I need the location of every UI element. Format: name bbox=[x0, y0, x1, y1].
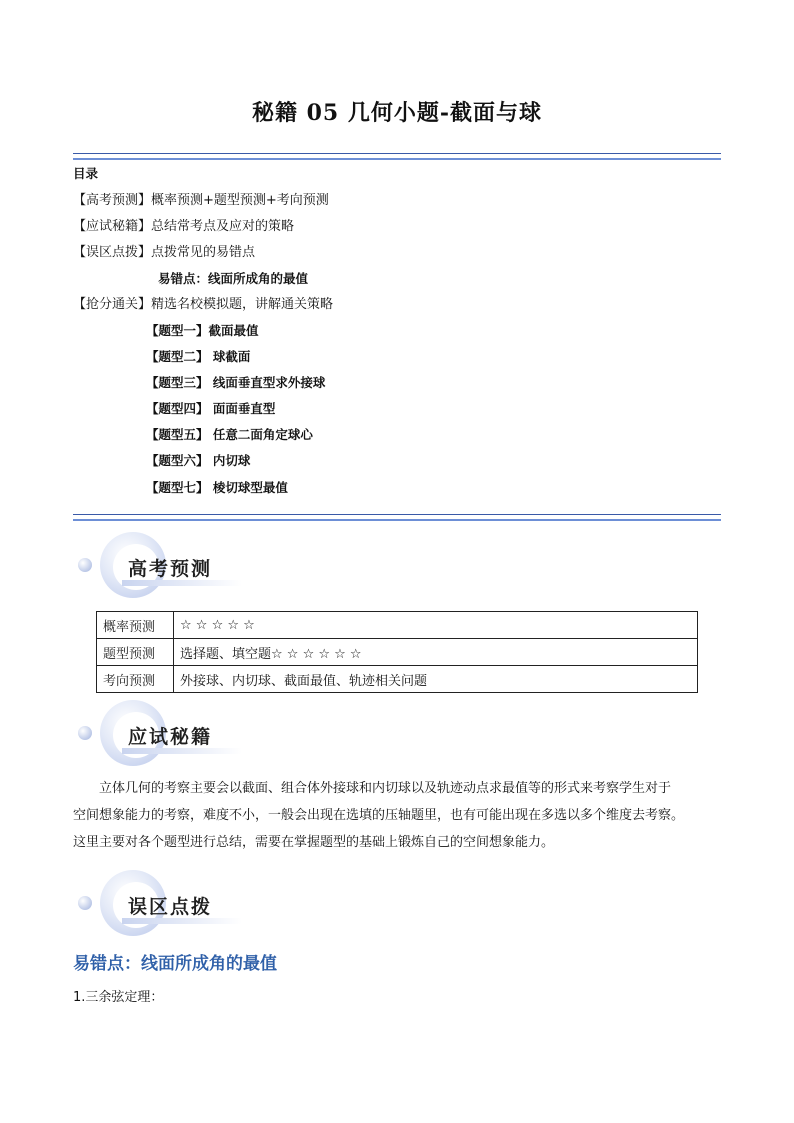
paragraph-line: 立体几何的考察主要会以截面、组合体外接球和内切球以及轨迹动点求最值等的形式来考察学生对于 bbox=[99, 781, 672, 796]
top-divider bbox=[73, 153, 721, 160]
table-value: 外接球、内切球、截面最值、轨迹相关问题 bbox=[174, 666, 698, 693]
toc-line-mistake-point: 易错点：线面所成角的最值 bbox=[158, 271, 309, 286]
bullet-dot-icon bbox=[78, 558, 92, 572]
toc-line-mistakes: 【误区点拨】点拨常见的易错点 bbox=[73, 245, 256, 260]
bullet-dot-icon bbox=[78, 726, 92, 740]
table-row bbox=[97, 612, 698, 639]
toc-line-practice: 【抢分通关】精选名校模拟题，讲解通关策略 bbox=[73, 297, 334, 312]
section-title-mistakes: 误区点拨 bbox=[128, 896, 213, 918]
section-title-tips: 应试秘籍 bbox=[128, 726, 213, 748]
toc-type-4: 【题型四】 面面垂直型 bbox=[146, 401, 276, 416]
toc-line-tips: 【应试秘籍】总结常考点及应对的策略 bbox=[73, 219, 295, 234]
page-title: 秘籍 05 几何小题-截面与球 bbox=[251, 100, 543, 126]
table-value: ☆ ☆ ☆ ☆ ☆ bbox=[174, 612, 698, 639]
toc-type-2: 【题型二】 球截面 bbox=[146, 349, 251, 364]
section-header-mistakes bbox=[78, 870, 248, 940]
bullet-dot-icon bbox=[78, 896, 92, 910]
table-value: 选择题、填空题☆ ☆ ☆ ☆ ☆ ☆ bbox=[174, 639, 698, 666]
section-header-tips bbox=[78, 700, 248, 770]
table-key: 题型预测 bbox=[97, 639, 174, 666]
prediction-table bbox=[96, 611, 698, 693]
toc-line-prediction: 【高考预测】概率预测+题型预测+考向预测 bbox=[73, 193, 329, 208]
paragraph-line: 这里主要对各个题型进行总结，需要在掌握题型的基础上锻炼自己的空间想象能力。 bbox=[73, 835, 555, 850]
table-key: 考向预测 bbox=[97, 666, 174, 693]
toc-type-6: 【题型六】 内切球 bbox=[146, 453, 251, 468]
table-row bbox=[97, 666, 698, 693]
tips-paragraph bbox=[73, 775, 725, 856]
toc-heading: 目录 bbox=[73, 166, 99, 181]
toc-type-7: 【题型七】 棱切球型最值 bbox=[146, 480, 288, 495]
mistake-point-title: 易错点：线面所成角的最值 bbox=[73, 954, 277, 974]
toc-type-3: 【题型三】 线面垂直型求外接球 bbox=[146, 375, 326, 390]
section-title-prediction: 高考预测 bbox=[128, 558, 213, 580]
section-header-prediction bbox=[78, 532, 248, 602]
table-key: 概率预测 bbox=[97, 612, 174, 639]
toc-type-5: 【题型五】 任意二面角定球心 bbox=[146, 427, 313, 442]
table-row bbox=[97, 639, 698, 666]
mistake-item-1: 1.三余弦定理： bbox=[73, 990, 164, 1005]
toc-bottom-divider bbox=[73, 514, 721, 521]
toc-type-1: 【题型一】截面最值 bbox=[146, 323, 259, 338]
paragraph-line: 空间想象能力的考察，难度不小，一般会出现在选填的压轴题里，也有可能出现在多选以多个维度去考察。 bbox=[73, 808, 685, 823]
